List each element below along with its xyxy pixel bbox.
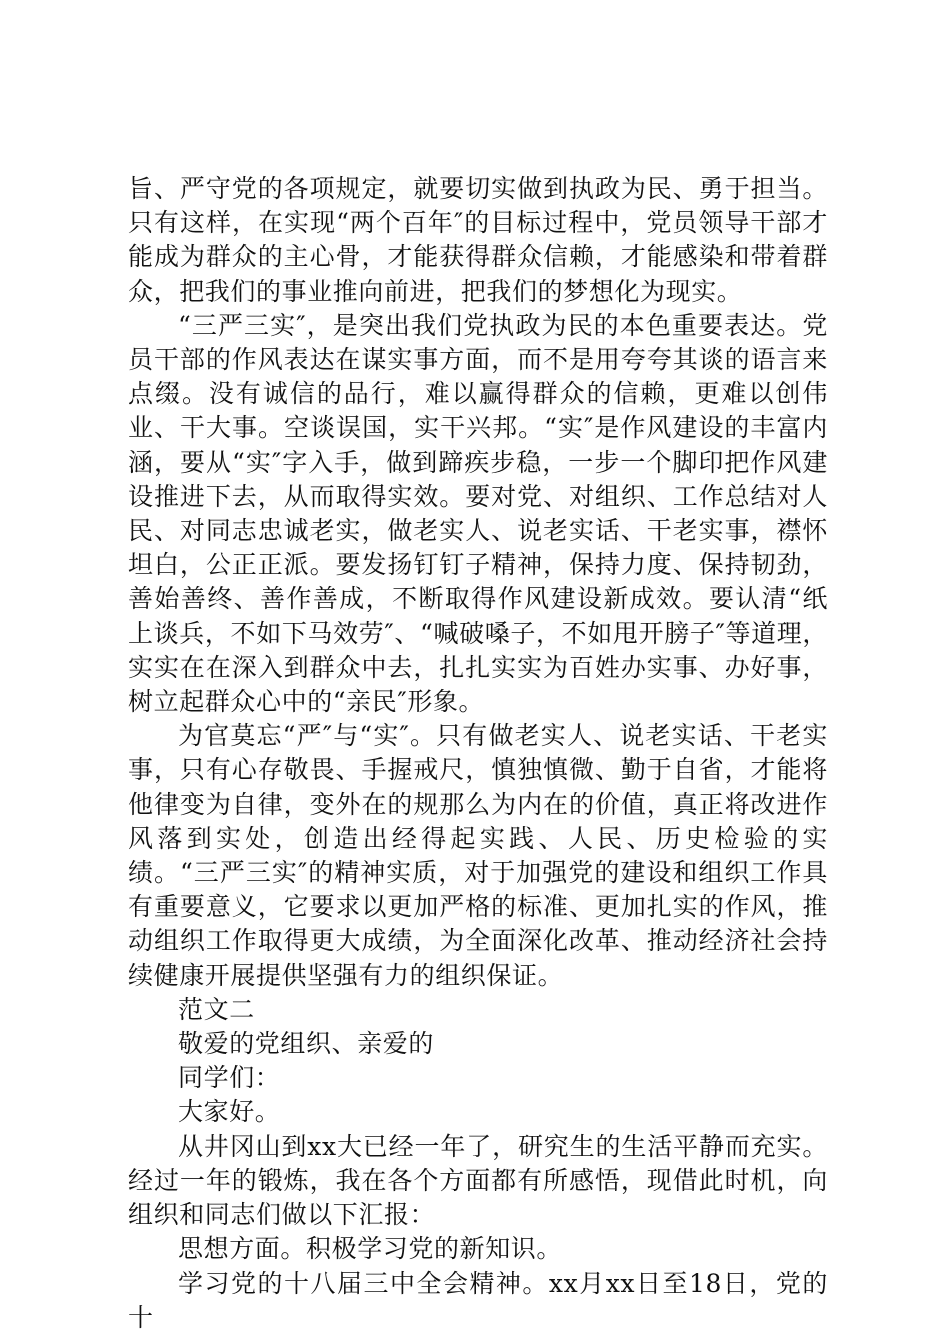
paragraph-6: 学习党的十八届三中全会精神。xx月xx日至18日，党的十: [128, 1268, 828, 1332]
salutation-line-1: 敬爱的党组织、亲爱的: [178, 1029, 435, 1059]
document-body: [128, 172, 828, 1335]
paragraph-5: 思想方面。积极学习党的新知识。: [178, 1234, 563, 1264]
paragraph-2: “三严三实″，是突出我们党执政为民的本色重要表达。党员干部的作风表达在谋实事方面，而不是用夸夸其谈的语言来点缀。没有诚信的品行，难以赢得群众的信赖，更难以创伟业、干大事。空谈误国，实干兴邦。“实″是作风建设的丰富内涵，要从“实″字入手，做到蹄疾步稳，一步一个脚印把作风建设推进下去，从而取得实效。要对党、对组织、工作总结对人民、对同志忠诚老实，做老实人、说老实话、干老实事，襟怀坦白，公正正派。要发扬钉钉子精神，保持力度、保持韧劲，善始善终、善作善成，不断取得作风建设新成效。要认清“纸上谈兵，不如下马效劳″、“喊破嗓子，不如甩开膀子″等道理，实实在在深入到群众中去，扎扎实实为百姓办实事、办好事，树立起群众心中的“亲民″形象。: [128, 310, 828, 717]
greeting: 大家好。: [178, 1097, 281, 1127]
section-heading: 范文二: [178, 994, 255, 1024]
paragraph-4: 从井冈山到xx大已经一年了，研究生的生活平静而充实。经过一年的锻炼，我在各个方面都有所感悟，现借此时机，向组织和同志们做以下汇报：: [128, 1131, 828, 1230]
salutation-line-2: 同学们：: [178, 1063, 281, 1093]
paragraph-3: 为官莫忘“严″与“实″。只有做老实人、说老实话、干老实事，只有心存敬畏、手握戒尺，慎独慎微、勤于自省，才能将他律变为自律，变外在的规那么为内在的价值，真正将改进作风落到实处，创造出经得起实践、人民、历史检验的实绩。“三严三实″的精神实质，对于加强党的建设和组织工作具有重要意义，它要求以更加严格的标准、更加扎实的作风，推动组织工作取得更大成绩，为全面深化改革、推动经济社会持续健康开展提供坚强有力的组织保证。: [128, 721, 828, 990]
paragraph-1: 旨、严守党的各项规定，就要切实做到执政为民、勇于担当。只有这样，在实现“两个百年″的目标过程中，党员领导干部才能成为群众的主心骨，才能获得群众信赖，才能感染和带着群众，把我们的事业推向前进，把我们的梦想化为现实。: [128, 174, 828, 306]
